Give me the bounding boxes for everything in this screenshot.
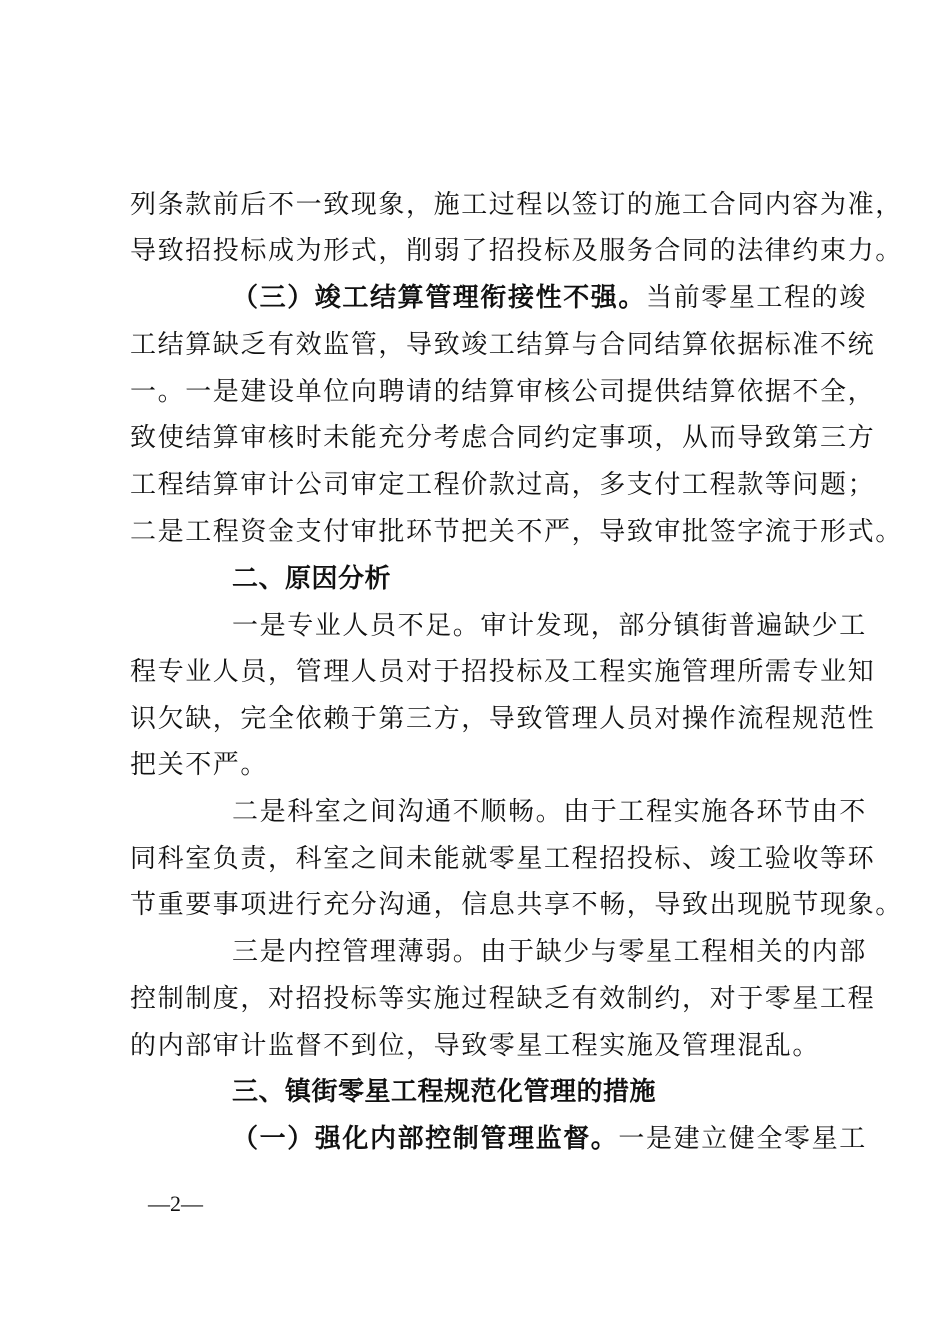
body-line: 识欠缺，完全依赖于第三方，导致管理人员对操作流程规范性	[130, 704, 876, 734]
subsection-heading: （三）竣工结算管理衔接性不强。	[232, 283, 647, 313]
section-heading: 二、原因分析	[232, 564, 392, 594]
body-line: 致使结算审核时未能充分考虑合同约定事项，从而导致第三方	[130, 423, 876, 453]
body-line: 控制制度，对招投标等实施过程缺乏有效制约，对于零星工程	[130, 984, 876, 1014]
body-line: 列条款前后不一致现象，施工过程以签订的施工合同内容为准，	[130, 190, 903, 220]
subsection-line	[232, 1122, 867, 1156]
subsection-heading: （一）强化内部控制管理监督。	[232, 1124, 619, 1154]
section-heading: 三、镇街零星工程规范化管理的措施	[232, 1077, 657, 1107]
body-text: 当前零星工程的竣	[646, 283, 867, 313]
body-line: 二是科室之间沟通不顺畅。由于工程实施各环节由不	[232, 797, 867, 827]
body-line: 节重要事项进行充分沟通，信息共享不畅，导致出现脱节现象。	[130, 890, 903, 920]
body-line: 程专业人员，管理人员对于招投标及工程实施管理所需专业知	[130, 657, 876, 687]
page-number: —2—	[148, 1191, 203, 1216]
body-line: 二是工程资金支付审批环节把关不严，导致审批签字流于形式。	[130, 517, 903, 547]
body-line: 一是专业人员不足。审计发现，部分镇街普遍缺少工	[232, 611, 867, 641]
subsection-line	[232, 281, 867, 315]
body-line: 工程结算审计公司审定工程价款过高，多支付工程款等问题；	[130, 470, 876, 500]
body-text: 一是建立健全零星工	[618, 1124, 867, 1154]
body-line: 一。一是建设单位向聘请的结算审核公司提供结算依据不全，	[130, 377, 876, 407]
body-line: 工结算缺乏有效监管，导致竣工结算与合同结算依据标准不统	[130, 330, 876, 360]
body-line: 的内部审计监督不到位，导致零星工程实施及管理混乱。	[130, 1031, 821, 1061]
body-line: 三是内控管理薄弱。由于缺少与零星工程相关的内部	[232, 937, 867, 967]
body-line: 把关不严。	[130, 750, 269, 780]
body-line: 同科室负责，科室之间未能就零星工程招投标、竣工验收等环	[130, 844, 876, 874]
body-line: 导致招投标成为形式，削弱了招投标及服务合同的法律约束力。	[130, 236, 903, 266]
